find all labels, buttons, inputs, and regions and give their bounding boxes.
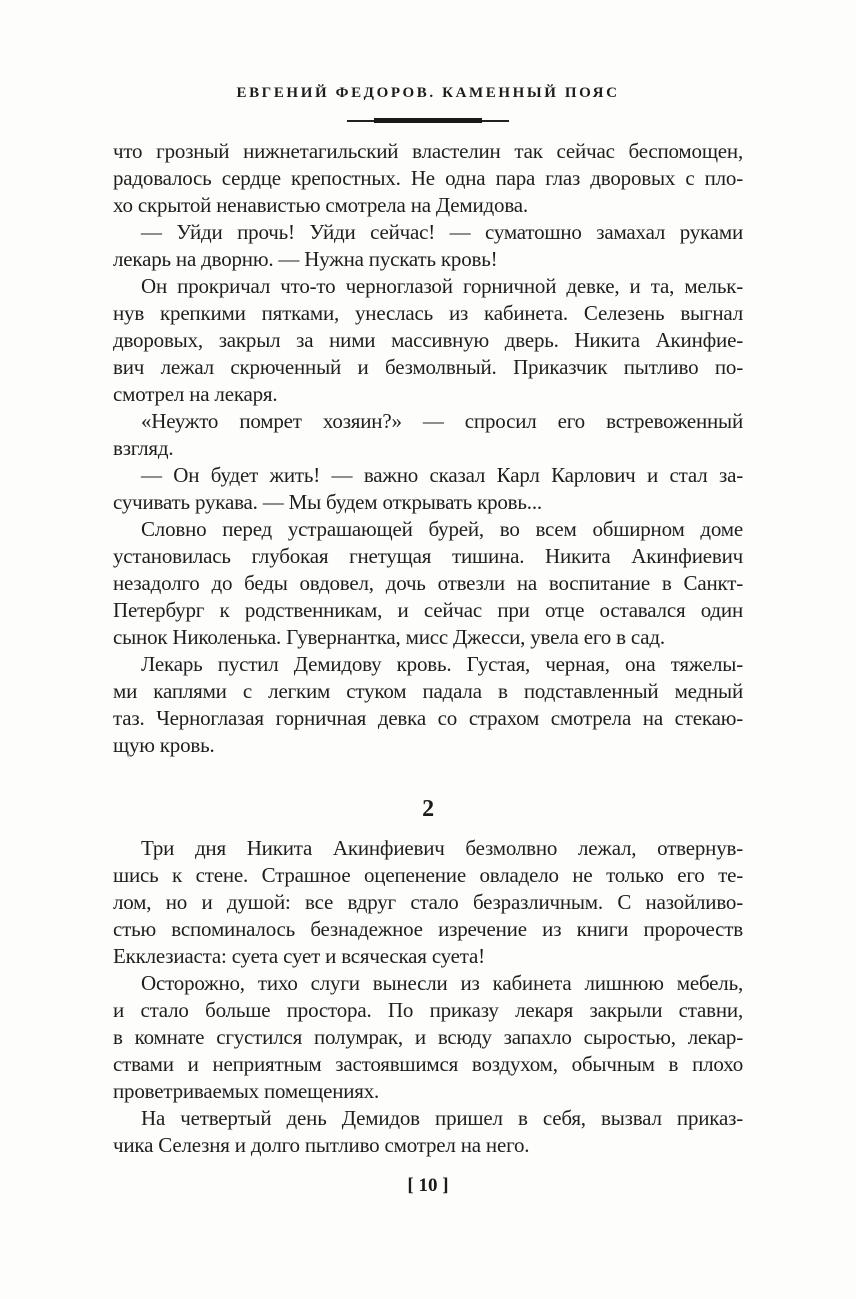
paragraph <box>113 408 743 462</box>
paragraph <box>113 462 743 516</box>
text-line: таз. Черноглазая горничная девка со страхом смотрела на стекаю- <box>113 706 743 730</box>
text-line: что грозный нижнетагильский властелин так сейчас беспомощен, <box>113 139 743 163</box>
text-line: стью вспоминалось безнадежное изречение из книги пророчеств <box>113 917 743 941</box>
text-line: взгляд. <box>113 436 174 460</box>
page-number: [ 10 ] <box>407 1175 449 1196</box>
text-line: — Уйди прочь! Уйди сейчас! — суматошно замахал руками <box>141 220 743 244</box>
text-line: в комнате сгустился полумрак, и всюду запахло сыростью, лекар- <box>113 1025 743 1049</box>
text-line: и стало больше простора. По приказу лекаря закрыли ставни, <box>113 998 743 1022</box>
text-line: ствами и неприятным застоявшимся воздухом, обычным в плохо <box>113 1052 743 1076</box>
text-line: Осторожно, тихо слуги вынесли из кабинета лишнюю мебель, <box>141 971 743 995</box>
paragraph <box>113 138 743 219</box>
text-line: лекарь на дворню. — Нужна пускать кровь! <box>113 247 498 271</box>
paragraph <box>113 835 743 970</box>
text-line: Лекарь пустил Демидову кровь. Густая, черная, она тяжелы- <box>141 652 743 676</box>
ornament-bar <box>374 118 482 123</box>
text-line: сынок Николенька. Гувернантка, мисс Джесси, увела его в сад. <box>113 625 665 649</box>
paragraph <box>113 219 743 273</box>
text-line: вич лежал скрюченный и безмолвный. Приказчик пытливо по- <box>113 355 743 379</box>
text-line: хо скрытой ненавистью смотрела на Демидова. <box>113 193 528 217</box>
text-line: сучивать рукава. — Мы будем открывать кровь... <box>113 490 542 514</box>
text-line: лом, но и душой: все вдруг стало безразличным. С назойливо- <box>113 890 743 914</box>
text-line: На четвертый день Демидов пришел в себя, вызвал приказ- <box>141 1106 743 1130</box>
text-line: шись к стене. Страшное оцепенение овладело не только его те- <box>113 863 743 887</box>
text-line: Три дня Никита Акинфиевич безмолвно лежал, отвернув- <box>141 836 743 860</box>
divider-ornament <box>0 118 856 123</box>
text-line: чика Селезня и долго пытливо смотрел на него. <box>113 1133 530 1157</box>
text-line: Словно перед устрашающей бурей, во всем обширном доме <box>141 517 743 541</box>
page-footer <box>0 1175 856 1197</box>
text-line: смотрел на лекаря. <box>113 382 278 406</box>
text-line: дворовых, закрыл за ними массивную дверь. Никита Акинфие- <box>113 328 743 352</box>
page-header <box>0 84 856 123</box>
paragraph <box>113 273 743 408</box>
text-line: установилась глубокая гнетущая тишина. Никита Акинфиевич <box>113 544 743 568</box>
text-line: радовалось сердце крепостных. Не одна пара глаз дворовых с пло- <box>113 166 743 190</box>
paragraph <box>113 516 743 651</box>
ornament-line-left <box>347 120 374 122</box>
text-line: нув крепкими пятками, унеслась из кабинета. Селезень выгнал <box>113 301 743 325</box>
body-text <box>113 138 743 1159</box>
section-number: 2 <box>422 796 434 822</box>
paragraph <box>113 651 743 759</box>
text-line: Петербург к родственникам, и сейчас при отце оставался один <box>113 598 743 622</box>
text-line: проветриваемых помещениях. <box>113 1079 380 1103</box>
text-line: незадолго до беды овдовел, дочь отвезли на воспитание в Санкт- <box>113 571 743 595</box>
running-header: ЕВГЕНИЙ ФЕДОРОВ. КАМЕННЫЙ ПОЯС <box>236 85 620 101</box>
text-line: ми каплями с легким стуком падала в подставленный медный <box>113 679 743 703</box>
text-line: Он прокричал что-то черноглазой горничной девке, и та, мельк- <box>141 274 743 298</box>
text-line: Екклезиаста: суета сует и всяческая суета! <box>113 944 485 968</box>
paragraph <box>113 970 743 1105</box>
text-line: щую кровь. <box>113 733 215 757</box>
paragraph <box>113 1105 743 1159</box>
text-line: «Неужто помрет хозяин?» — спросил его встревоженный <box>141 409 743 433</box>
text-line: — Он будет жить! — важно сказал Карл Карлович и стал за- <box>141 463 743 487</box>
ornament-line-right <box>482 120 509 122</box>
